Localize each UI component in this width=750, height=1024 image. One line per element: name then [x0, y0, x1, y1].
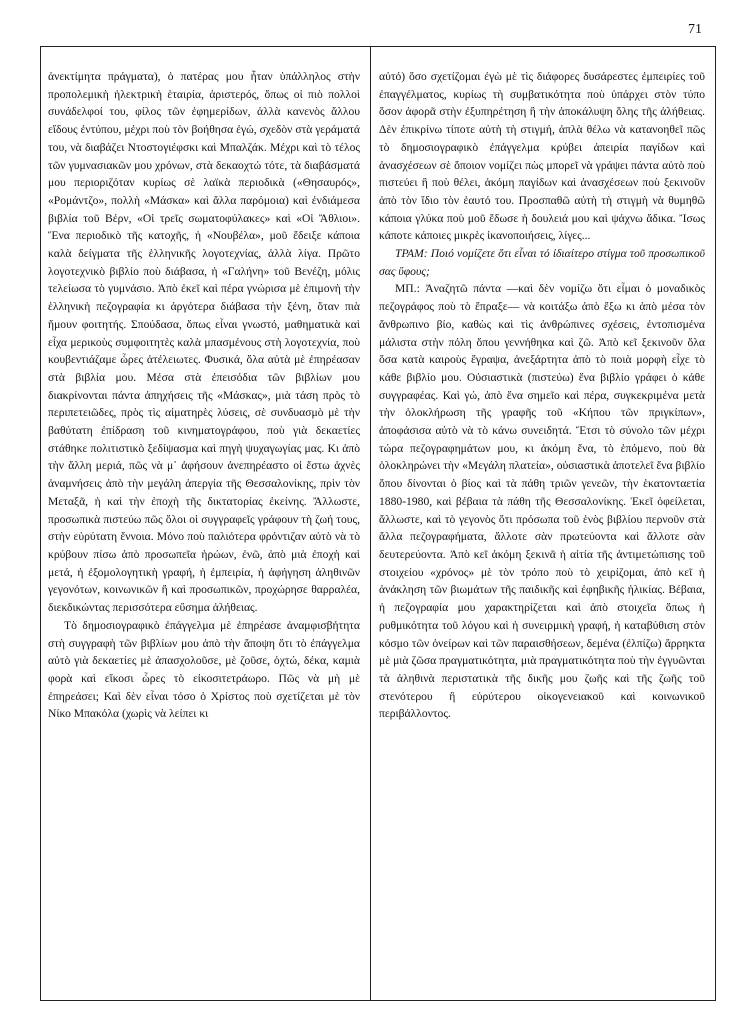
right-column	[379, 68, 705, 723]
left-column	[48, 68, 360, 723]
paragraph: ἀνεκτίμητα πράγματα), ὁ πατέρας μου ἦταν ὑπάλληλος στὴν προπολεμικὴ ἠλεκτρικὴ ἑταιρία, ἀριστερός, ὅπως οἱ πιὸ πολλοὶ συνάδελφοί του, φίλος τῶν ἐφημερίδων, ἀλλὰ κανενὸς ἄλλου εἴδους ἐντύπου, μέχρι ποὺ τὸν βοήθησα ἐγώ, σχεδὸν στὰ γεράματά του, νὰ διαβάζει Ντοστογιέφσκι καὶ Μπαλζάκ. Μέχρι καὶ τὸ τέλος τῶν γυμνασιακῶν μου χρόνων, στὰ δεκαοχτώ τότε, τὰ διαβάσματά μου περιοριζόταν κυρίως σὲ λαϊκὰ περιοδικὰ («Θησαυρός», «Ρομάντζο», πολλὴ «Μάσκα» καὶ ἄλλα παρόμοια) καὶ ἐνδιάμεσα βιβλία τοῦ Βέρν, «Οἱ τρεῖς σωματοφύλακες» καὶ «Οἱ Ἄθλιοι». Ἕνα περιοδικὸ τῆς κατοχῆς, ἡ «Νουβέλα», μοῦ ἔδειξε κάποια καλὰ δείγματα τῆς ἑλληνικῆς λογοτεχνίας, ἀλλὰ λίγα. Πρῶτο λογοτεχνικὸ βιβλίο ποὺ διάβασα, ἡ «Γαλήνη» τοῦ Βενέζη, μόλις τελείωσα τὸ γυμνάσιο. Ἀπὸ ἐκεῖ καὶ πέρα γνώρισα μὲ ἐπιμονὴ τὴν ἑλληνικὴ πεζογραφία κι ἀργότερα διάβασα τὴν ξένη, ὅταν πιὰ ἤμουν φοιτητής. Σπούδασα, ὅπως εἶναι γνωστό, μαθηματικὰ καὶ εἶχα μερικοὺς συμφοιτητὲς καλὰ μπασμένους στὴ λογοτεχνία, ποὺ κουβεντιάζαμε ὧρες ἀτέλειωτες. Φυσικά, ὅλα αὐτὰ μὲ ἐπηρέασαν στὰ βιβλία μου. Μέσα στὰ ἐπεισόδια τῶν βιβλίων μου διακρίνονται πάντα ἀπηχήσεις τῆς «Μάσκας», μιὰ τάση πρὸς τὸ περιπετειῶδες, πρὸς τὶς αἱματηρὲς λύσεις, σὲ συνδυασμὸ μὲ τὴν βαθύτατη ἐπίδραση τοῦ κινηματογράφου, ποὺ γιὰ δεκαετίες στάθηκε πολιτιστικὸ ξεδίψασμα καὶ πηγὴ ψυχαγωγίας μας. Κι ἀπὸ τὴν ἄλλη μεριά, πῶς νὰ μ᾽ ἀφήσουν ἀνεπηρέαστο οἱ ἔστω ἀχνὲς ἀναμνήσεις ἀπὸ τὴν μεγάλη ἀπεργία τῆς Θεσσαλονίκης, πρὶν τὸν Μεταξᾶ, ἡ καὶ τὴν ἐποχὴ τῆς δικτατορίας ἐκείνης. Ἄλλωστε, προσωπικὰ πιστεύω πῶς ὅλοι οἱ συγγραφεῖς γράφουν τὴ ζωή τους, στὴν εὐρύτατη ἔννοια. Μόνο ποὺ παλιότερα φρόντιζαν αὐτὸ νὰ τὸ κρύβουν πίσω ἀπὸ προσωπεῖα ἡρώων, ἐνῶ, ἀπὸ μιὰ ἐποχὴ καὶ μετά, ἡ ἐξομολογητικὴ γραφή, ἡ ἐμπειρία, ἡ ἀφήγηση ἀληθινῶν γεγονότων, κοινωνικῶν ἢ καὶ προσωπικῶν, προχώρησε θαρραλέα, διεκδικώντας περισσότερα εὔσημα ἀλήθειας.	[48, 70, 360, 615]
interview-answer: ΜΠ.: Ἀναζητῶ πάντα —καὶ δὲν νομίζω ὅτι εἶμαι ὁ μοναδικὸς πεζογράφος ποὺ τὸ ἔπραξε— νὰ κοιτάξω ἀπὸ ἔξω κι ἀπὸ μέσα τὸν ἄνθρωπινο βίο, καθὼς καὶ τὶς ἀνθρώπινες σχέσεις, ἐντοπισμένα μάλιστα στὴν πόλη ὅπου γεννήθηκα καὶ ζῶ. Ἀπὸ κεῖ ξεκινοῦν ὅλα ὅσα κατὰ καιροὺς ἔγραψα, ἀνεξάρτητα ἀπὸ τὸ ποιὰ μορφὴ εἶχε τὸ κάθε βιβλίο μου. Οὐσιαστικὰ (πιστεύω) ἕνα βιβλίο γράφει ὁ κάθε συγγραφέας. Καὶ γώ, ἀπὸ ἕνα σημεῖο καὶ πέρα, συγκεκριμένα μετὰ τὴν ὁλοκλήρωση τῆς γραφῆς τοῦ «Κήπου τῶν πριγκίπων», ἀποφάσισα αὐτὸ νὰ τὸ κάνω συνειδητά. Ἔτσι τὸ σύνολο τῶν μέχρι τώρα πεζογραφημάτων μου, κι ἀκόμη ἕνα, τὸ ἑπόμενο, ποὺ θὰ ὁλοκληρώνει τὴν «Μεγάλη πλατεία», οὐσιαστικὰ ἀποτελεῖ ἕνα βιβλίο ὅπου δίνονται ὁ βίος καὶ τὰ πάθη τριῶν γενεῶν, τὴν ἑκατονταετία 1880-1980, καὶ βέβαια τὰ πάθη τῆς Θεσσαλονίκης. Ἐκεῖ ὀφείλεται, ἄλλωστε, καὶ τὸ γεγονὸς ὅτι πρόσωπα τοῦ ἑνὸς βιβλίου περνοῦν στὰ ἄλλα πεζογραφήματα, ἄλλοτε σὰν πρωτεύοντα καὶ ἄλλοτε σὰν δευτερεύοντα. Ἀπὸ κεῖ ἀκόμη ξεκινᾶ ἡ αἰτία τῆς ἀντιμετώπισης τοῦ στοιχείου «χρόνος» μὲ τὸν τρόπο ποὺ τὸ χειρίζομαι, ἀπὸ κεῖ ἡ ἀνάκληση τῶν βιωμάτων τῆς παιδικῆς καὶ ἐφηβικῆς ἡλικίας. Βέβαια, ἡ πεζογραφία μου χαρακτηρίζεται καὶ ἀπὸ στοιχεῖα ὅπως ἡ ρυθμικότητα τοῦ λόγου καὶ ἡ συνειρμικὴ γραφή, ἡ καταβύθιση στὸν κόσμο τῶν ὀνείρων καὶ τῶν παραισθήσεων, δεμένα (ἐλπίζω) ἄρρηκτα μὲ μιὰ ζῶσα πραγματικότητα, μιὰ πραγματικότητα ποὺ τὴν ἐγγυῶνται τὰ ἀληθινὰ περιστατικὰ τῆς δικῆς μου ζωῆς καὶ τῆς ζωῆς τοῦ στενότερου ἢ εὐρύτερου οἰκογενειακοῦ καὶ κοινωνικοῦ περιβάλλοντος.	[379, 282, 705, 721]
page-number: 71	[688, 22, 702, 37]
paragraph: Τὸ δημοσιογραφικὸ ἐπάγγελμα μὲ ἐπηρέασε ἀναμφισβήτητα στὴ συγγραφὴ τῶν βιβλίων μου ἀπὸ τὴν ἄποψη ὅτι τὸ ἐπάγγελμα αὐτὸ γιὰ δεκαετίες μὲ ἀπασχολοῦσε, μὲ ζοῦσε, ὀχτώ, δέκα, καμιὰ φορὰ καὶ εἴκοσι ὧρες τὸ εἰκοσιτετράωρο. Πῶς νὰ μὴ μὲ ἐπηρεάσει; Καὶ δὲν εἶναι τόσο ὁ Χρίστος ποὺ σχετίζεται μὲ τὸν Νίκο Μπακόλα (χωρὶς νὰ λείπει κι	[48, 618, 360, 721]
interview-question: ΤΡΑΜ: Ποιό νομίζετε ὅτι εἶναι τό ἰδιαίτερο στίγμα τοῦ προσωπικοῦ σας ὕφους;	[379, 247, 705, 278]
column-divider	[370, 46, 371, 1001]
paragraph: αὐτό) ὅσο σχετίζομαι ἐγὼ μὲ τὶς διάφορες δυσάρεστες ἐμπειρίες τοῦ ἐπαγγέλματος, κυρίως τὴ συμβατικότητα ποὺ ὑπάρχει στὸν τύπο ὅσον ἀφορᾶ στὴν ἐξυπηρέτηση ἢ τὴν ἀποκάλυψη ὅλης τῆς ἀλήθειας. Δὲν ἐπικρίνω τίποτε αὐτὴ τὴ στιγμή, ἁπλὰ θέλω νὰ κατανοηθεῖ πῶς τὸ δημοσιογραφικὸ ἐπάγγελμα κρύβει ἀπειρία παγίδων καὶ ἀνασχέσεων σὲ ὅποιον νομίζει πὼς μπορεῖ νὰ γράψει πάντα αὐτὸ ποὺ πιστεύει ἢ ποὺ θέλει, ἀκόμη παγίδων καὶ ἀνασχέσεων ποὺ ξεκινοῦν ἀπὸ τὸν ἴδιο τὸν ἑαυτό του. Προσπαθῶ αὐτὴ τὴ στιγμὴ νὰ θυμηθῶ κάποια γλύκα ποὺ μοῦ ἔδωσε ἡ δουλειά μου καὶ ψάχνω ἄδικα. Ἴσως κάποτε κάποιες μικρὲς ἱκανοποιήσεις, λίγες...	[379, 70, 705, 243]
